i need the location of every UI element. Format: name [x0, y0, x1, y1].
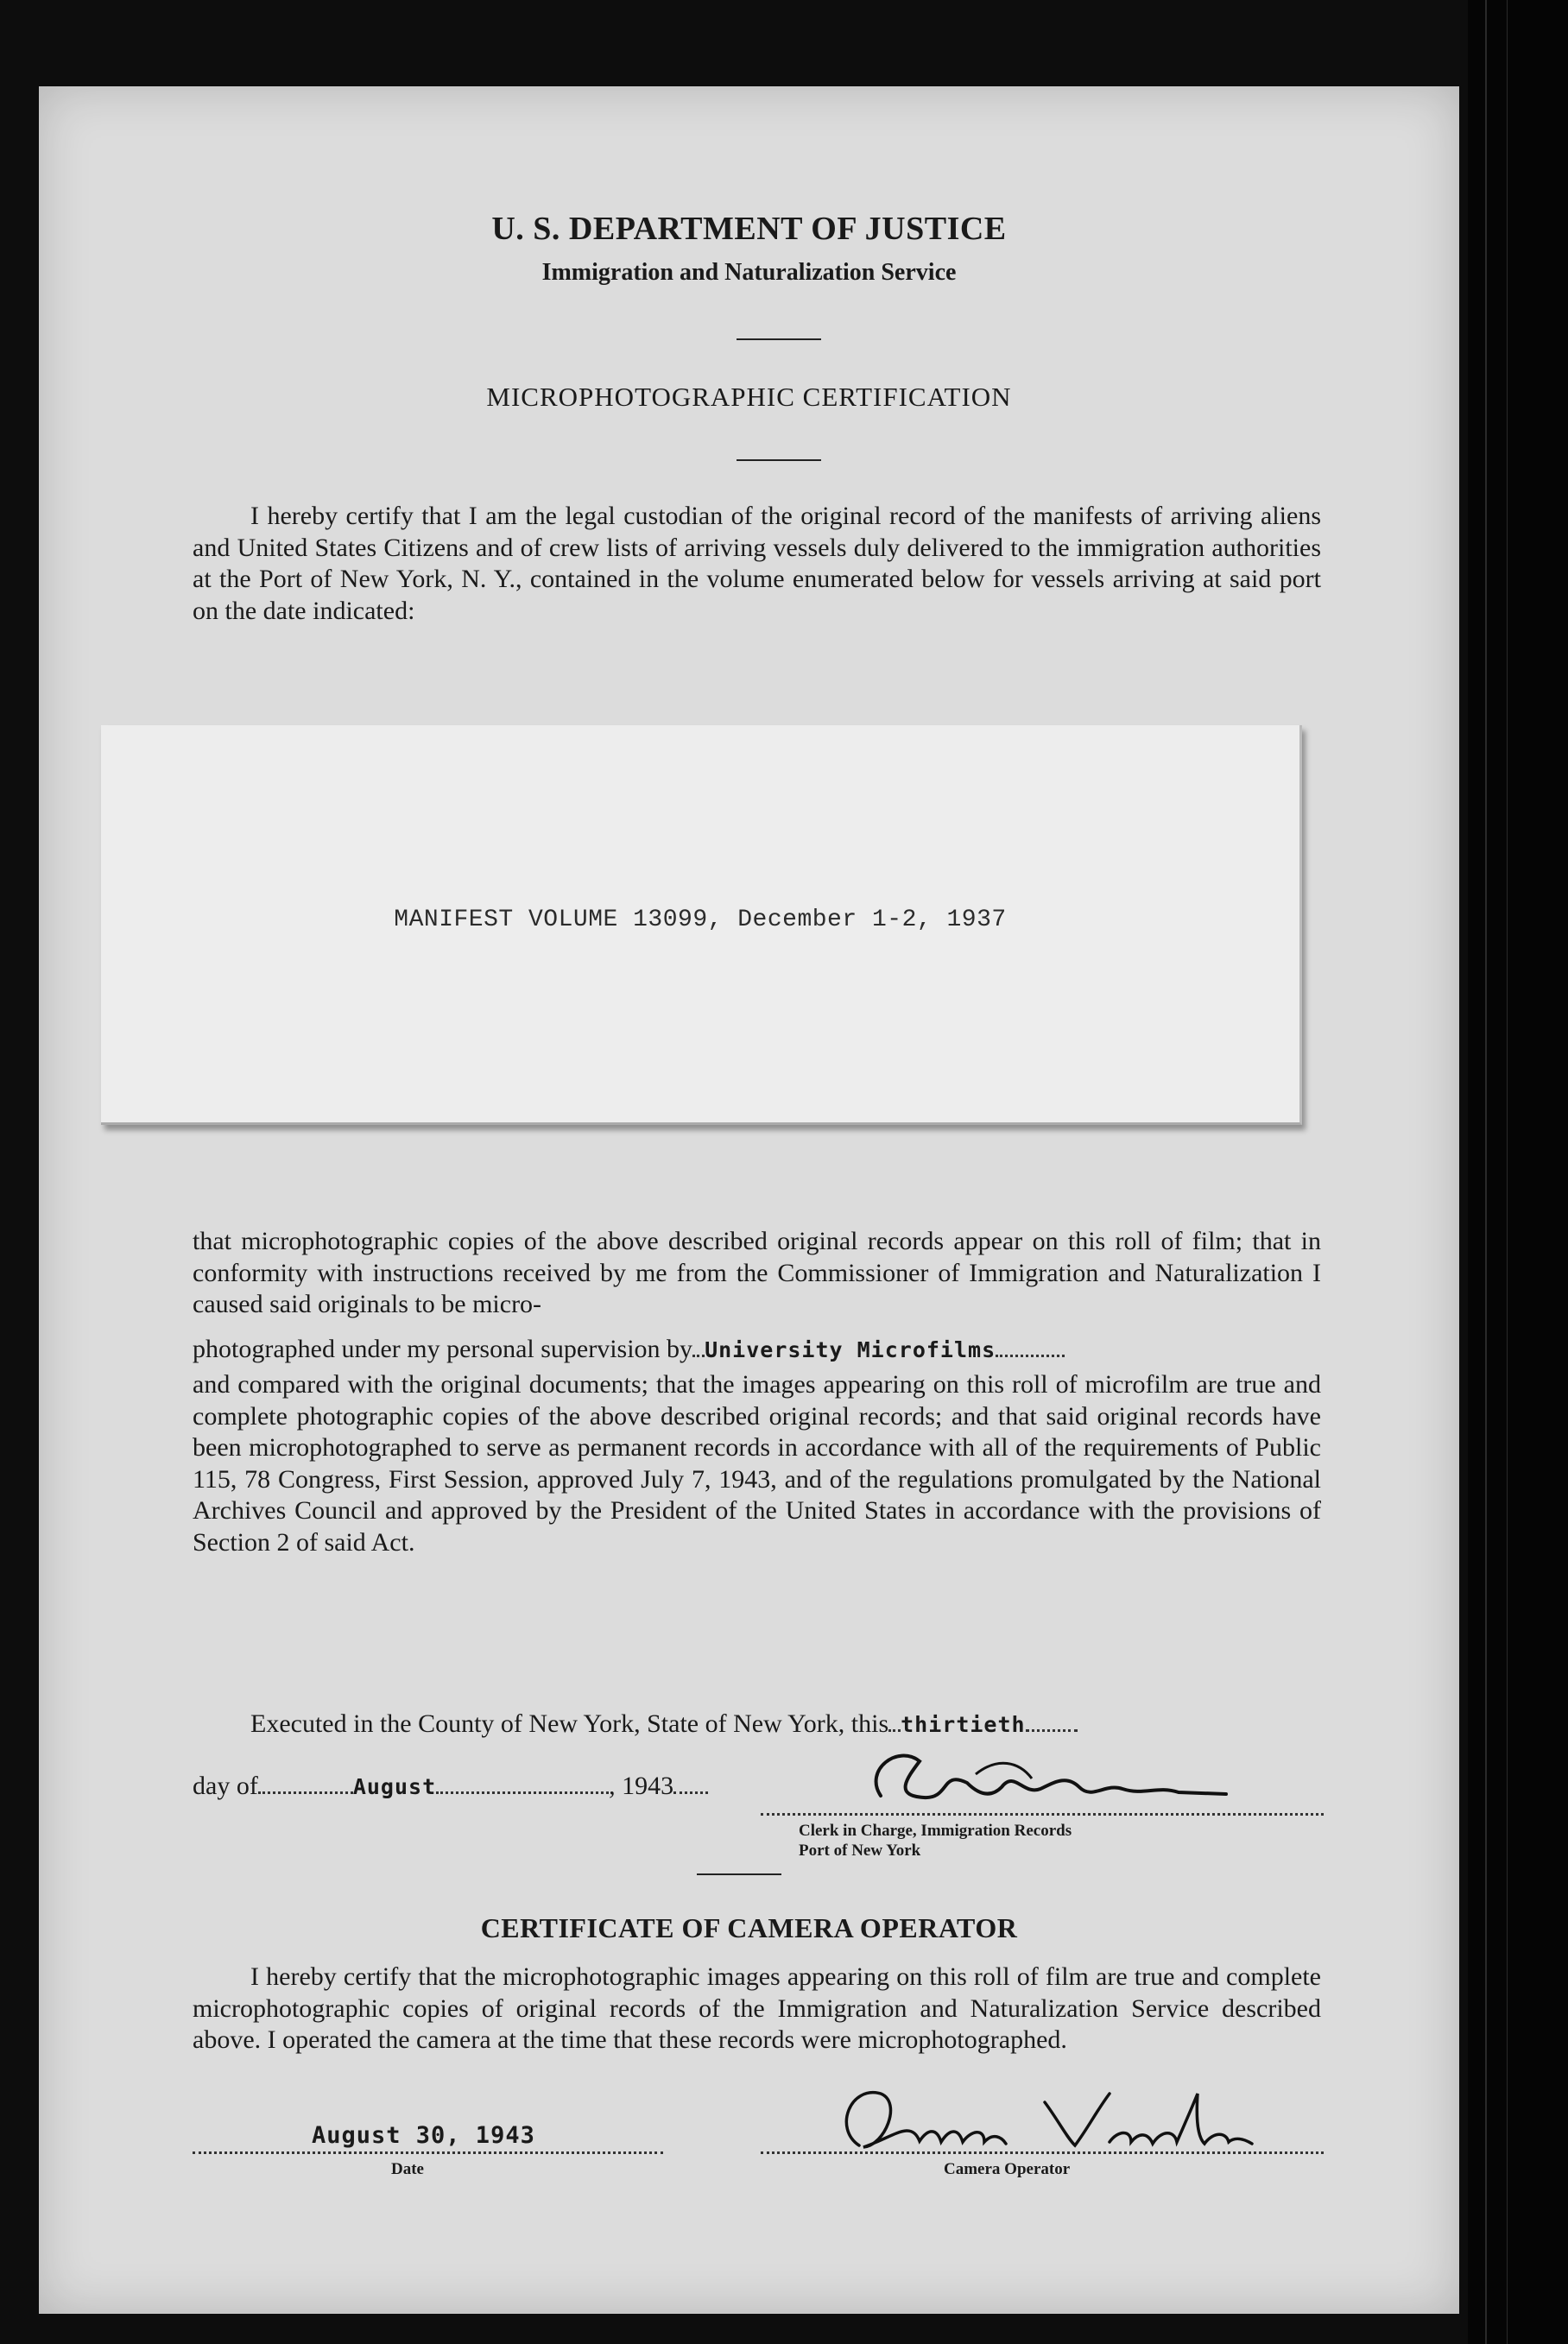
- body-paragraph-remainder: and compared with the original documents; that the images appearing on this roll of microfilm are true and complete photographic copies of the above described original records; and that said original records have been microphotographed to serve as permanent records in accordance with all of the requirements of Public 115, 78 Congress, First Session, approved July 7, 1943, and of the regulations promulgated by the National Archives Council and approved by the President of the United States in accordance with the provisions of Section 2 of said Act.: [193, 1370, 1321, 1557]
- manifest-volume-text: MANIFEST VOLUME 13099, December 1-2, 1937: [394, 907, 1007, 933]
- film-scratch-line: [1507, 0, 1508, 2344]
- camera-operator-label: Camera Operator: [944, 2160, 1071, 2178]
- clerk-signature-line: [761, 1813, 1324, 1816]
- month-line: [193, 1772, 708, 1801]
- clerk-title-line1: Clerk in Charge, Immigration Records: [799, 1822, 1072, 1840]
- camera-operator-paragraph: I hereby certify that the microphotographic images appearing on this roll of film are true and complete microphotographic copies of original records of the Immigration and Naturalization Service described above. I operated the camera at the time that these records were microphotographed.: [193, 1962, 1321, 2054]
- date-label: Date: [391, 2160, 424, 2178]
- supervision-prefix: photographed under my personal supervision by: [193, 1335, 693, 1363]
- execution-prefix: Executed in the County of New York, State of New York, this: [250, 1709, 889, 1738]
- dotted-leader: [692, 1336, 705, 1357]
- camera-operator-signature: [799, 2076, 1282, 2163]
- certification-title: MICROPHOTOGRAPHIC CERTIFICATION: [486, 382, 1012, 412]
- supervision-line: [193, 1335, 1065, 1364]
- film-scratch-line: [1485, 0, 1487, 2344]
- clerk-title-line2: Port of New York: [799, 1842, 921, 1860]
- execution-month-value: August: [352, 1774, 437, 1799]
- execution-year: , 1943: [609, 1772, 674, 1800]
- camera-operator-title: CERTIFICATE OF CAMERA OPERATOR: [480, 1912, 1018, 1943]
- dotted-leader: [888, 1710, 901, 1732]
- body-paragraph-opening: that microphotographic copies of the above described original records appear on this roll of film; that in conformity with instructions received by me from the Commissioner of Immigration and Naturalization I caused said originals to be micro-: [193, 1227, 1321, 1318]
- day-of-label: day of: [193, 1772, 258, 1800]
- certificate-date-value: August 30, 1943: [312, 2122, 535, 2149]
- intro-paragraph: I hereby certify that I am the legal custodian of the original record of the manifests of arriving aliens and United States Citizens and of crew lists of arriving vessels duly delivered to the immigration authorities at the Port of New York, N. Y., contained in the volume enumerated below for vessels arriving at said port on the date indicated:: [193, 502, 1321, 625]
- dotted-leader: [673, 1772, 708, 1794]
- service-subheading: Immigration and Naturalization Service: [541, 259, 957, 286]
- dotted-leader: [258, 1772, 353, 1794]
- dotted-leader: [996, 1336, 1065, 1357]
- clerk-signature: [846, 1735, 1261, 1822]
- heading-divider: [737, 338, 821, 340]
- operator-signature-line: [761, 2151, 1324, 2154]
- execution-day-value: thirtieth: [901, 1712, 1026, 1737]
- date-line: [193, 2151, 663, 2154]
- certificate-page: [39, 86, 1459, 2314]
- manifest-volume-card: [101, 725, 1302, 1125]
- execution-line: [250, 1709, 1078, 1739]
- dotted-leader: [1026, 1710, 1078, 1732]
- film-edge-right: [1468, 0, 1568, 2344]
- dotted-leader: [436, 1772, 609, 1794]
- section-divider: [697, 1873, 781, 1875]
- title-divider: [737, 459, 821, 461]
- department-heading: U. S. DEPARTMENT OF JUSTICE: [491, 211, 1007, 247]
- supervisor-name: University Microfilms: [705, 1337, 996, 1362]
